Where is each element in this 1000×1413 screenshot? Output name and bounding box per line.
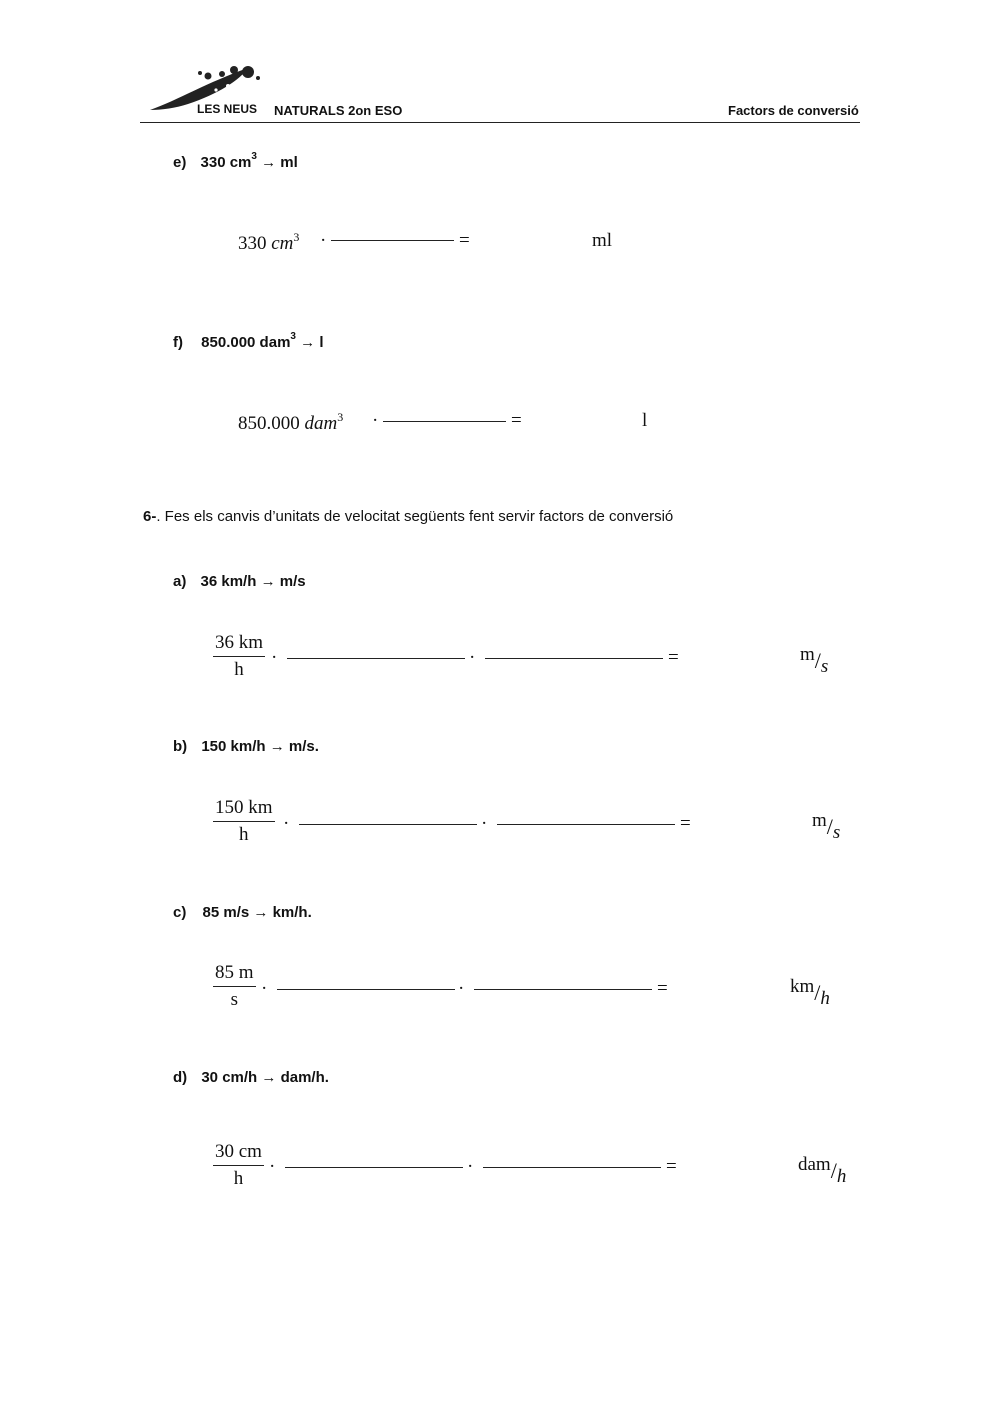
item-b-label: b) 150 km/h → m/s. bbox=[173, 738, 319, 755]
item-e-result-unit: ml bbox=[592, 230, 613, 251]
item-f-dot: · bbox=[372, 410, 379, 431]
subject-title: NATURALS 2on ESO bbox=[274, 103, 403, 118]
item-c-blank-1[interactable] bbox=[277, 989, 455, 990]
item-b-fraction: $\frac{150 km}{h}$ bbox=[215, 797, 273, 845]
item-a-dot-1: · bbox=[271, 647, 278, 668]
item-f-answer-blank[interactable] bbox=[383, 421, 506, 422]
header-rule bbox=[140, 122, 860, 123]
item-a-equals: = bbox=[668, 647, 679, 668]
item-a-fraction: $\frac{36 km}{h}$ bbox=[215, 632, 264, 680]
item-c-dot-1: · bbox=[261, 978, 268, 999]
item-a-result-unit: m/s bbox=[800, 644, 829, 677]
item-c-result-unit: km/h bbox=[790, 976, 830, 1009]
item-a-label: a) 36 km/h → m/s bbox=[173, 573, 306, 590]
item-b-result-unit: m/s bbox=[812, 810, 841, 843]
item-e-expression: 330 $cm^3$ bbox=[238, 230, 300, 254]
item-f-result-unit: l bbox=[642, 410, 648, 431]
item-b-blank-1[interactable] bbox=[299, 824, 477, 825]
item-e-equals: = bbox=[459, 230, 470, 251]
item-c-dot-2: · bbox=[458, 978, 465, 999]
item-a-blank-2[interactable] bbox=[485, 658, 663, 659]
item-a-dot-2: · bbox=[469, 647, 476, 668]
item-f-expression: 850.000 dam$^3$ bbox=[238, 410, 344, 434]
item-b-dot-1: · bbox=[283, 813, 290, 834]
item-c-blank-2[interactable] bbox=[474, 989, 652, 990]
item-d-dot-1: · bbox=[269, 1156, 276, 1177]
topic-title: Factors de conversió bbox=[728, 103, 859, 118]
logo-text: LES NEUS bbox=[197, 102, 258, 116]
item-d-dot-2: · bbox=[467, 1156, 474, 1177]
item-d-fraction: $\frac{30 cm}{h}$ bbox=[215, 1141, 262, 1189]
item-a-blank-1[interactable] bbox=[287, 658, 465, 659]
item-f-label: f) 850.000 dam$^3$ → l bbox=[173, 331, 324, 351]
item-d-equals: = bbox=[666, 1156, 677, 1177]
item-d-label: d) 30 cm/h → dam/h. bbox=[173, 1069, 329, 1086]
item-e-answer-blank[interactable] bbox=[331, 240, 454, 241]
item-d-result-unit: dam/h bbox=[798, 1154, 847, 1187]
section-6-instruction: 6-. Fes els canvis d’unitats de velocitat següents fent servir factors de conversió bbox=[143, 508, 674, 525]
item-e-dot: · bbox=[320, 230, 327, 251]
item-e-label: e) 330 $cm^3$ → ml bbox=[173, 151, 298, 171]
item-c-equals: = bbox=[657, 978, 668, 999]
item-c-fraction: $\frac{85 m}{s}$ bbox=[215, 962, 254, 1010]
item-b-equals: = bbox=[680, 813, 691, 834]
item-d-blank-2[interactable] bbox=[483, 1167, 661, 1168]
item-b-blank-2[interactable] bbox=[497, 824, 675, 825]
item-b-dot-2: · bbox=[481, 813, 488, 834]
item-c-label: c) 85 m/s → km/h. bbox=[173, 904, 312, 921]
item-f-equals: = bbox=[511, 410, 522, 431]
item-d-blank-1[interactable] bbox=[285, 1167, 463, 1168]
